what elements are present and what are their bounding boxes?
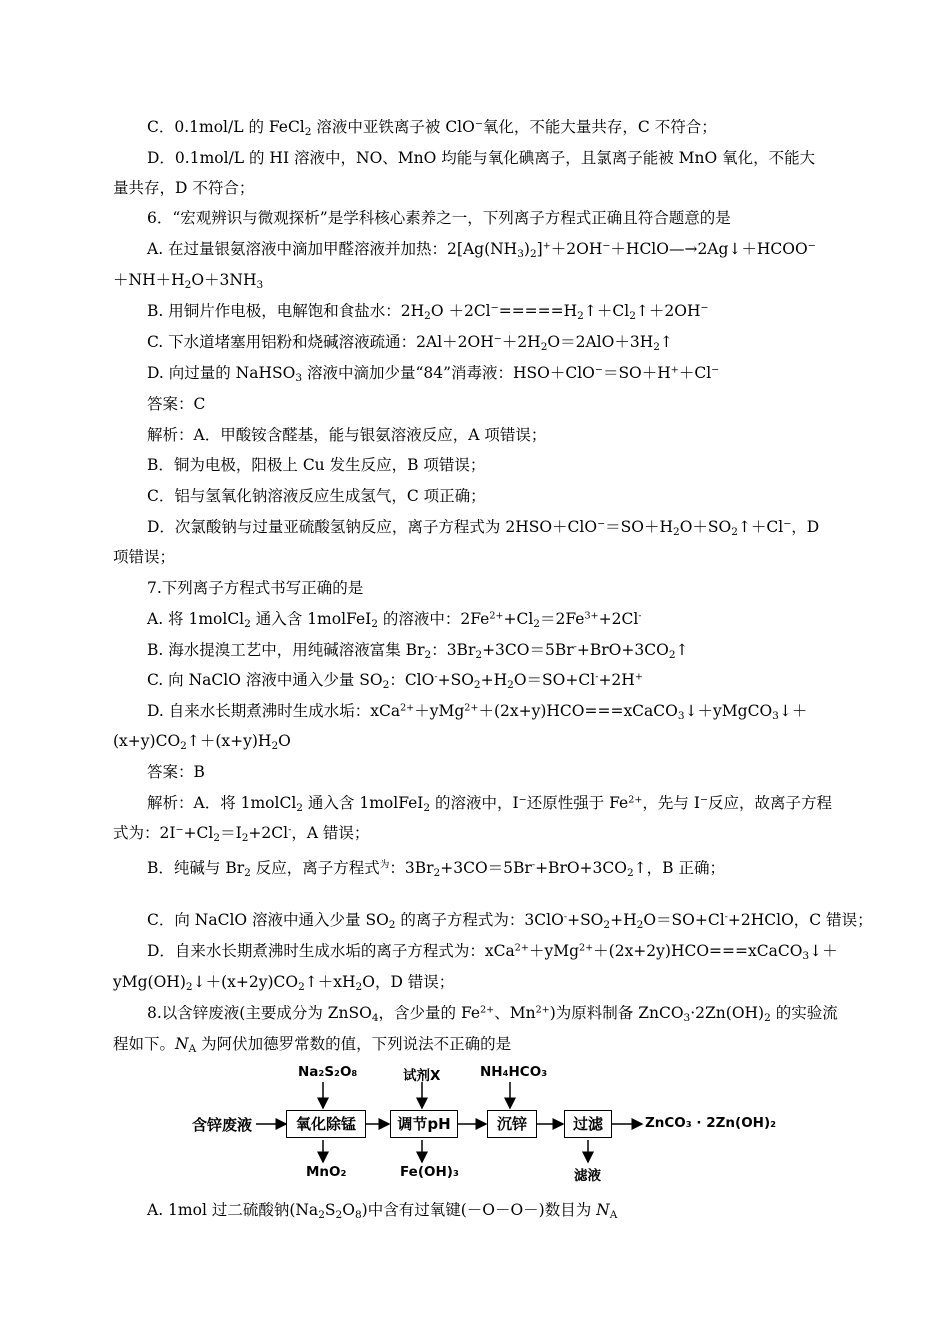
- flow-reagent-1: Na₂S₂O₈: [298, 1064, 358, 1080]
- flow-step-precipitate: 沉锌: [487, 1110, 537, 1138]
- question-6-option-c: C. 下水道堵塞用铝粉和烧碱溶液疏通：$2Al+2OH^-+2H_2O=2AlO+3H_2↑$: [147, 333, 673, 353]
- flow-reagent-2: 试剂X: [403, 1068, 441, 1084]
- text-line: D．0.1mol/L 的 HI 溶液中，NO、MnO 均能与氧化碘离子，且氯离子能被 MnO 氧化，不能大: [147, 149, 816, 167]
- answer-7: 答案：B: [147, 763, 205, 781]
- flow-input-label: 含锌废液: [192, 1116, 253, 1134]
- explanation-line: B．纯碱与 $Br_2$ 反应，离子方程式$^为$：$3Br_2+3CO=5Br^-+BrO+3CO_2↑$，B 正确；: [147, 859, 725, 879]
- flow-output-2: Fe(OH)₃: [400, 1164, 459, 1180]
- explanation-line: B．铜为电极，阳极上 Cu 发生反应，B 项错误；: [147, 456, 486, 474]
- explanation-line: D．次氯酸钠与过量亚硫酸氢钠反应，离子方程式为 $2HSO+ClO^-=SO+H_2O+SO_2↑+Cl^-$，D: [147, 518, 820, 538]
- question-7-option-c: C. 向 NaClO 溶液中通入少量 $SO_2$：$ClO^-+SO_2+H_2O=SO+Cl^-+2H^+$: [147, 671, 643, 691]
- explanation-line: C．铝与氢氧化钠溶液反应生成氢气，C 项正确；: [147, 487, 486, 505]
- question-6-option-b: B. 用铜片作电极，电解饱和食盐水：$2H_2O$ $+2Cl^-=====H_2↑+Cl_2↑+2OH^-$: [147, 302, 709, 322]
- flow-output-filtrate: 滤液: [574, 1168, 601, 1184]
- question-6-option-a-cont: $+NH+H_2O+3NH_3$: [113, 271, 264, 291]
- explanation-line: 解析：A．甲酸铵含醛基，能与银氨溶液反应，A 项错误；: [147, 426, 547, 444]
- flow-output-1: MnO₂: [306, 1164, 347, 1180]
- flow-product: ZnCO₃ · 2Zn(OH)₂: [645, 1115, 777, 1131]
- process-flowchart: [190, 1060, 777, 1190]
- question-7-option-d: D. 自来水长期煮沸时生成水垢：xCa$^{2+}$＋yMg$^{2+}$＋(2x+y)HCO===xCaCO$_3$↓＋yMgCO$_3$↓＋: [147, 702, 808, 722]
- question-6-stem: 6．“宏观辨识与微观探析”是学科核心素养之一，下列离子方程式正确且符合题意的是: [147, 209, 731, 227]
- question-8-stem: 8.以含锌废液(主要成分为 ZnSO$_4$，含少量的 $Fe^{2+}$、$Mn^{2+}$)为原料制备 $ZnCO_3\cdot 2Zn(OH)_2$ 的实验流: [147, 1004, 838, 1024]
- text-line: 量共存，D 不符合；: [113, 179, 255, 197]
- question-7-option-d-cont: $(x+y)CO_2↑+(x+y)H_2O$: [113, 732, 291, 752]
- question-7-option-b: B. 海水提溴工艺中，用纯碱溶液富集 $Br_2$：$3Br_2+3CO=5Br^-+BrO+3CO_2↑$: [147, 641, 689, 661]
- explanation-line: 解析：A．将 1molCl$_2$ 通入含 1molFeI$_2$ 的溶液中，I−还原性强于 $Fe^{2+}$，先与 I−反应，故离子方程: [147, 794, 833, 814]
- question-7-option-a: A. 将 1molCl$_2$ 通入含 1molFeI$_2$ 的溶液中：$2Fe^{2+}+Cl_2=2Fe^{3+}+2Cl^-$: [147, 610, 642, 630]
- question-8-option-a: A. 1mol 过二硫酸钠$(Na_2S_2O_8)$中含有过氧键(－O－O－)数目为 $N_A$: [147, 1201, 618, 1221]
- text-line: C．0.1mol/L 的 FeCl$_2$ 溶液中亚铁离子被 ClO−氧化，不能大量共存，C 不符合；: [147, 118, 717, 138]
- flow-step-filter: 过滤: [564, 1110, 612, 1138]
- flow-reagent-3: NH₄HCO₃: [480, 1064, 548, 1080]
- question-6-option-a: A. 在过量银氨溶液中滴加甲醛溶液并加热：$2[Ag(NH_3)_2]^++2OH^-+HClO—\to 2Ag↓+HCOO^-$: [147, 240, 816, 260]
- flow-step-adjust-ph: 调节pH: [390, 1110, 458, 1138]
- explanation-line: $yMg(OH)_2↓+(x+2y)CO_2↑+xH_2O$，D 错误；: [113, 973, 455, 993]
- question-6-option-d: D. 向过量的 NaHSO$_3$ 溶液中滴加少量“84”消毒液：HSO＋ClO−＝SO＋H+＋Cl−: [147, 364, 720, 384]
- explanation-line: 项错误；: [113, 548, 176, 566]
- question-8-stem-cont: 程如下。$N_A$ 为阿伏加德罗常数的值，下列说法不正确的是: [113, 1035, 512, 1055]
- question-7-stem: 7.下列离子方程式书写正确的是: [147, 579, 364, 597]
- explanation-line: 式为：$2I^-+Cl_2=I_2+2Cl^-$，A 错误；: [113, 824, 370, 844]
- explanation-line: C．向 NaClO 溶液中通入少量 $SO_2$ 的离子方程式为：$3ClO^-+SO_2+H_2O=SO+Cl^-+2HClO$，C 错误；: [147, 911, 873, 931]
- explanation-line: D．自来水长期煮沸时生成水垢的离子方程式为：xCa$^{2+}$＋yMg$^{2+}$＋(2x+2y)HCO===xCaCO$_3$↓＋: [147, 942, 838, 962]
- answer-6: 答案：C: [147, 395, 206, 413]
- flow-step-oxidize: 氧化除锰: [286, 1110, 366, 1138]
